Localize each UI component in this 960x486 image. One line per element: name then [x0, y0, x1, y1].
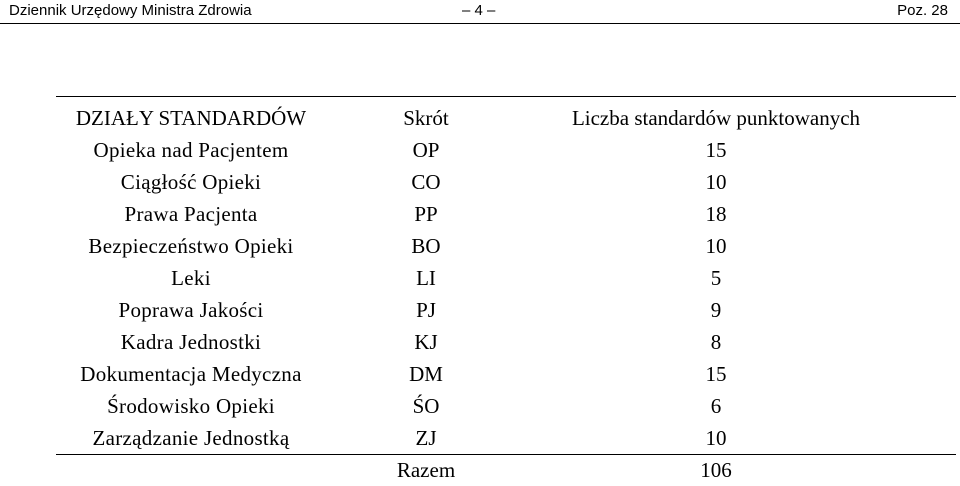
section-name: Leki — [171, 266, 211, 290]
table-row — [56, 134, 956, 166]
total-label: Razem — [396, 458, 456, 482]
table-row — [56, 166, 956, 198]
section-count: 18 — [705, 202, 727, 226]
section-name: Prawa Pacjenta — [124, 202, 258, 226]
table-row — [56, 390, 956, 422]
section-abbreviation: OP — [412, 138, 440, 162]
section-count: 8 — [710, 330, 722, 354]
section-name: Środowisko Opieki — [107, 394, 275, 418]
section-name: Dokumentacja Medyczna — [80, 362, 302, 386]
section-name: Zarządzanie Jednostką — [92, 426, 290, 450]
column-header-count: Liczba standardów punktowanych — [571, 106, 861, 130]
table-total-row — [56, 454, 956, 486]
column-header-abbreviation: Skrót — [403, 106, 449, 130]
section-name: Opieka nad Pacjentem — [93, 138, 289, 162]
table-header-row — [56, 102, 956, 134]
table-row — [56, 422, 956, 454]
section-count: 15 — [705, 362, 727, 386]
section-count: 6 — [710, 394, 722, 418]
table-row — [56, 230, 956, 262]
section-count: 15 — [705, 138, 727, 162]
section-abbreviation: ZJ — [415, 426, 437, 450]
page-header — [0, 0, 960, 24]
table-row — [56, 326, 956, 358]
section-count: 10 — [705, 170, 727, 194]
section-abbreviation: PP — [414, 202, 438, 226]
section-abbreviation: BO — [411, 234, 441, 258]
table-row — [56, 358, 956, 390]
section-abbreviation: DM — [409, 362, 443, 386]
table-row — [56, 294, 956, 326]
section-count: 10 — [705, 234, 727, 258]
table-top-rule — [56, 96, 956, 97]
section-abbreviation: PJ — [416, 298, 436, 322]
section-name: Poprawa Jakości — [118, 298, 264, 322]
section-count: 9 — [710, 298, 722, 322]
page-number: – 4 – — [462, 2, 496, 19]
section-name: Bezpieczeństwo Opieki — [88, 234, 294, 258]
position-number: Poz. 28 — [897, 2, 948, 19]
section-name: Kadra Jednostki — [120, 330, 262, 354]
table-row — [56, 198, 956, 230]
section-count: 10 — [705, 426, 727, 450]
column-header-sections: DZIAŁY STANDARDÓW — [75, 106, 307, 130]
section-abbreviation: LI — [416, 266, 436, 290]
section-name: Ciągłość Opieki — [120, 170, 262, 194]
table-row — [56, 262, 956, 294]
section-abbreviation: ŚO — [412, 394, 440, 418]
section-abbreviation: CO — [411, 170, 441, 194]
section-count: 5 — [710, 266, 722, 290]
section-abbreviation: KJ — [414, 330, 438, 354]
journal-title: Dziennik Urzędowy Ministra Zdrowia — [9, 2, 252, 19]
total-value: 106 — [700, 458, 732, 482]
header-rule — [0, 23, 960, 24]
